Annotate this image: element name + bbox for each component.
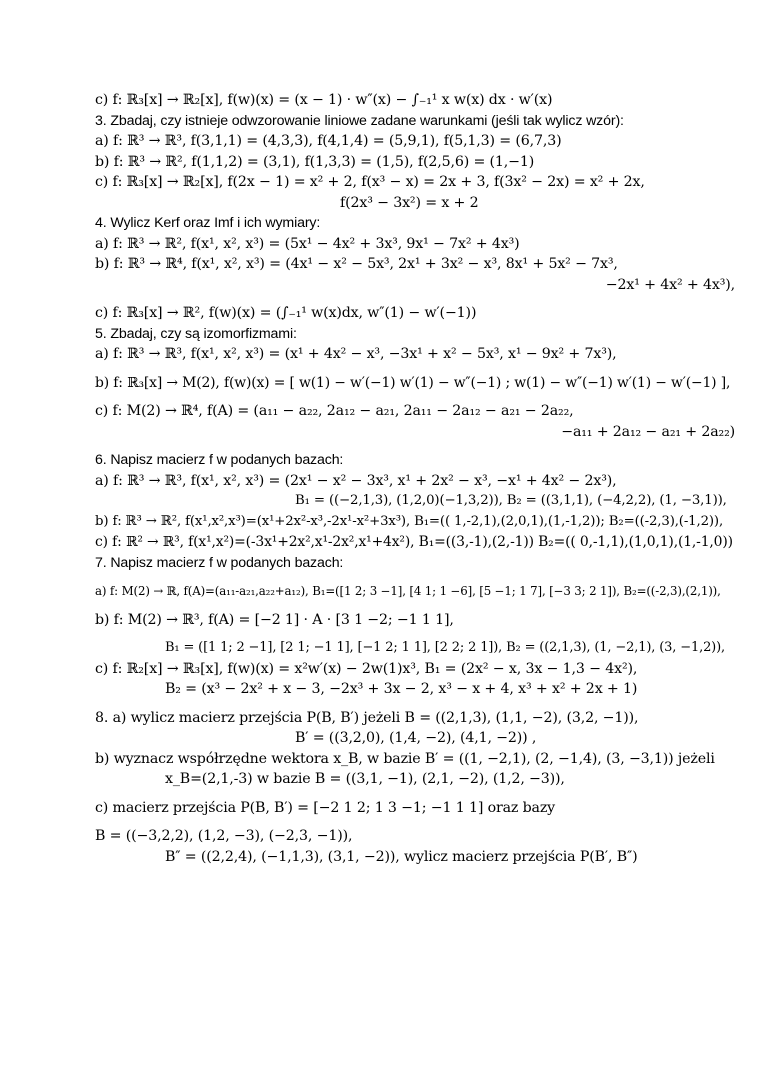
- text-line: c) macierz przejścia P(B, B′) = [−2 1 2; 1 3 −1; −1 1 1] oraz bazy: [95, 799, 556, 816]
- text-line: 4. Wylicz Kerf oraz Imf i ich wymiary:: [95, 215, 321, 231]
- text-line: a) f: ℝ³ → ℝ³, f(x¹, x², x³) = (2x¹ − x² − 3x³, x¹ + 2x² − x³, −x¹ + 4x² − 2x³),: [95, 472, 617, 489]
- text-line: c) f: ℝ₂[x] → ℝ₃[x], f(w)(x) = x²w′(x) − 2w(1)x³, B₁ = (2x² − x, 3x − 1,3 − 4x²),: [95, 660, 638, 677]
- spacer: [95, 295, 735, 303]
- text-line: 6. Napisz macierz f w podanych bazach:: [95, 452, 344, 468]
- text-line: a) f: ℝ³ → ℝ³, f(3,1,1) = (4,3,3), f(4,1,4) = (5,9,1), f(5,1,3) = (6,7,3): [95, 133, 562, 149]
- text-line: c) f: M(2) → ℝ⁴, f(A) = (a₁₁ − a₂₂, 2a₁₂ − a₂₁, 2a₁₁ − 2a₁₂ − a₂₁ − 2a₂₂,: [95, 403, 574, 419]
- spacer: [95, 700, 735, 708]
- text-line: 5. Zbadaj, czy są izomorfizmami:: [95, 325, 297, 342]
- spacer: [95, 630, 735, 638]
- text-line: B₁ = ((−2,1,3), (1,2,0)(−1,3,2)), B₂ = ((3,1,1), (−4,2,2), (1, −3,1)),: [295, 493, 727, 508]
- text-line: −2x¹ + 4x² + 4x³),: [605, 276, 735, 293]
- text-line: b) f: M(2) → ℝ³, f(A) = [−2 1] · A · [3 1 −2; −1 1 1],: [95, 611, 454, 628]
- text-line: b) f: ℝ³ → ℝ⁴, f(x¹, x², x³) = (4x¹ − x² − 5x³, 2x¹ + 3x² − x³, 8x¹ + 5x² − 7x³,: [95, 256, 618, 272]
- text-line: B = ((−3,2,2), (1,2, −3), (−2,3, −1)),: [95, 828, 353, 844]
- text-line: 3. Zbadaj, czy istnieje odwzorowanie liniowe zadane warunkami (jeśli tak wylicz wzór):: [95, 112, 624, 129]
- text-line: B′ = ((3,2,0), (1,4, −2), (4,1, −2)) ,: [295, 730, 537, 746]
- text-line: B″ = ((2,2,4), (−1,1,3), (3,1, −2)), wylicz macierz przejścia P(B′, B″): [165, 848, 638, 865]
- spacer: [95, 365, 735, 373]
- spacer: [95, 393, 735, 401]
- text-line: −a₁₁ + 2a₁₂ − a₂₁ + 2a₂₂): [561, 423, 735, 440]
- text-line: x_B=(2,1,-3) w bazie B = ((3,1, −1), (2,1, −2), (1,2, −3)),: [165, 771, 565, 787]
- text-line: c) f: ℝ₃[x] → ℝ₂[x], f(w)(x) = (x − 1) · w″(x) − ∫₋₁¹ x w(x) dx · w′(x): [95, 92, 553, 108]
- spacer: [95, 442, 735, 450]
- text-line: f(2x³ − 3x²) = x + 2: [340, 194, 479, 211]
- text-line: b) f: ℝ³ → ℝ², f(x¹,x²,x³)=(x¹+2x²-x³,-2x¹-x²+3x³), B₁=(( 1,-2,1),(2,0,1),(1,-1,2)); B₂=((-2,3),(-1,2)),: [95, 513, 724, 529]
- spacer: [95, 602, 735, 610]
- spacer: [95, 790, 735, 798]
- text-line: c) f: ℝ₃[x] → ℝ₂[x], f(2x − 1) = x² + 2, f(x³ − x) = 2x + 3, f(3x² − 2x) = x² + 2x,: [95, 174, 645, 190]
- text-line: 8. a) wylicz macierz przejścia P(B, B′) jeżeli B = ((2,1,3), (1,1, −2), (3,2, −1)),: [95, 709, 639, 726]
- text-line: a) f: ℝ³ → ℝ², f(x¹, x², x³) = (5x¹ − 4x² + 3x³, 9x¹ − 7x² + 4x³): [95, 235, 520, 252]
- text-line: a) f: M(2) → ℝ, f(A)=(a₁₁-a₂₁,a₂₂+a₁₂), B₁=([1 2; 3 −1], [4 1; 1 −6], [5 −1; 1 7], [−3 3; 2 1]), B₂=((-2,3),(2,1)),: [95, 584, 721, 598]
- exercise-text: [95, 90, 735, 867]
- text-line: b) f: ℝ³ → ℝ², f(1,1,2) = (3,1), f(1,3,3) = (1,5), f(2,5,6) = (1,−1): [95, 153, 535, 170]
- text-line: b) wyznacz współrzędne wektora x_B, w bazie B′ = ((1, −2,1), (2, −1,4), (3, −3,1)) jeżeli: [95, 750, 715, 767]
- text-line: b) f: ℝ₃[x] → M(2), f(w)(x) = [ w(1) − w′(−1) w′(1) − w″(−1) ; w(1) − w″(−1) w′(1) − w′(−1) ],: [95, 374, 731, 391]
- spacer: [95, 573, 735, 581]
- text-line: 7. Napisz macierz f w podanych bazach:: [95, 554, 344, 571]
- text-line: c) f: ℝ² → ℝ³, f(x¹,x²)=(-3x¹+2x²,x¹-2x²,x¹+4x²), B₁=((3,-1),(2,-1)) B₂=(( 0,-1,1),(1,0,1),(1,-1,0)): [95, 534, 733, 550]
- text-line: c) f: ℝ₃[x] → ℝ², f(w)(x) = (∫₋₁¹ w(x)dx, w″(1) − w′(−1)): [95, 305, 477, 321]
- text-line: B₁ = ([1 1; 2 −1], [2 1; −1 1], [−1 2; 1 1], [2 2; 2 1]), B₂ = ((2,1,3), (1, −2,1), (3, −1,2)),: [165, 640, 726, 655]
- text-line: a) f: ℝ³ → ℝ³, f(x¹, x², x³) = (x¹ + 4x² − x³, −3x¹ + x² − 5x³, x¹ − 9x² + 7x³),: [95, 346, 617, 362]
- text-line: B₂ = (x³ − 2x² + x − 3, −2x³ + 3x − 2, x³ − x + 4, x³ + x² + 2x + 1): [165, 681, 638, 697]
- spacer: [95, 818, 735, 826]
